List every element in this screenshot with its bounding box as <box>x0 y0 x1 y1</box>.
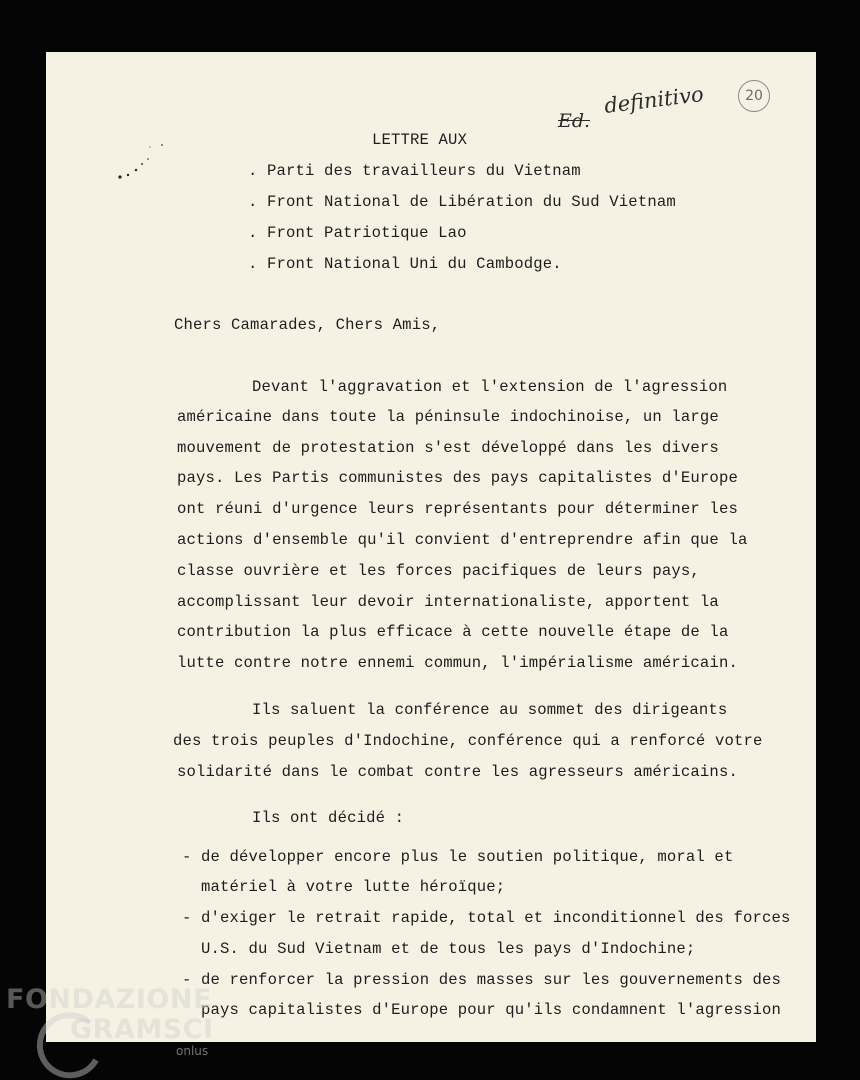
watermark-line1: FONDAZIONE <box>6 984 212 1015</box>
decided-intro: Ils ont décidé : <box>252 809 405 827</box>
decision-line: pays capitalistes d'Europe pour qu'ils condamnent l'agression <box>182 1001 781 1019</box>
paragraph-line: contribution la plus efficace à cette nouvelle étape de la <box>177 623 729 641</box>
watermark-suffix: onlus <box>176 1044 209 1058</box>
paragraph-line: classe ouvrière et les forces pacifiques de leurs pays, <box>177 562 700 580</box>
paragraph-line: ont réuni d'urgence leurs représentants pour déterminer les <box>177 500 738 518</box>
decision-line: - de développer encore plus le soutien politique, moral et <box>182 848 734 866</box>
struck-annotation: Ed. <box>558 110 591 132</box>
recipient-item: . Parti des travailleurs du Vietnam <box>248 162 581 180</box>
recipient-item: . Front Patriotique Lao <box>248 224 467 242</box>
paragraph-line: Ils saluent la conférence au sommet des dirigeants <box>252 701 728 719</box>
paragraph-line: Devant l'aggravation et l'extension de l'agression <box>252 378 728 396</box>
recipient-item: . Front National de Libération du Sud Vietnam <box>248 193 676 211</box>
paragraph-line: actions d'ensemble qu'il convient d'entreprendre afin que la <box>177 531 748 549</box>
paragraph-line: des trois peuples d'Indochine, conférence qui a renforcé votre <box>173 732 763 750</box>
document-page <box>46 52 816 1045</box>
paragraph-line: accomplissant leur devoir internationaliste, apportent la <box>177 593 719 611</box>
page-number-circle <box>738 80 770 112</box>
paragraph-line: mouvement de protestation s'est développé dans les divers <box>177 439 719 457</box>
paragraph-line: lutte contre notre ennemi commun, l'impérialisme américain. <box>177 654 738 672</box>
page-number: 20 <box>745 88 763 104</box>
paragraph-line: américaine dans toute la péninsule indochinoise, un large <box>177 408 719 426</box>
recipient-item: . Front National Uni du Cambodge. <box>248 255 562 273</box>
decision-line: matériel à votre lutte héroïque; <box>182 878 506 896</box>
letter-title: LETTRE AUX <box>372 131 468 149</box>
paragraph-line: solidarité dans le combat contre les agresseurs américains. <box>177 763 738 781</box>
decision-line: - d'exiger le retrait rapide, total et inconditionnel des forces <box>182 909 791 927</box>
ink-specks <box>106 137 176 187</box>
watermark-line2: GRAMSCI <box>70 1014 214 1045</box>
decision-line: U.S. du Sud Vietnam et de tous les pays d'Indochine; <box>182 940 696 958</box>
salutation: Chers Camarades, Chers Amis, <box>174 316 441 334</box>
decision-line: - de renforcer la pression des masses sur les gouvernements des <box>182 971 781 989</box>
handwritten-annotation: definitivo <box>602 82 705 118</box>
paragraph-line: pays. Les Partis communistes des pays capitalistes d'Europe <box>177 469 738 487</box>
